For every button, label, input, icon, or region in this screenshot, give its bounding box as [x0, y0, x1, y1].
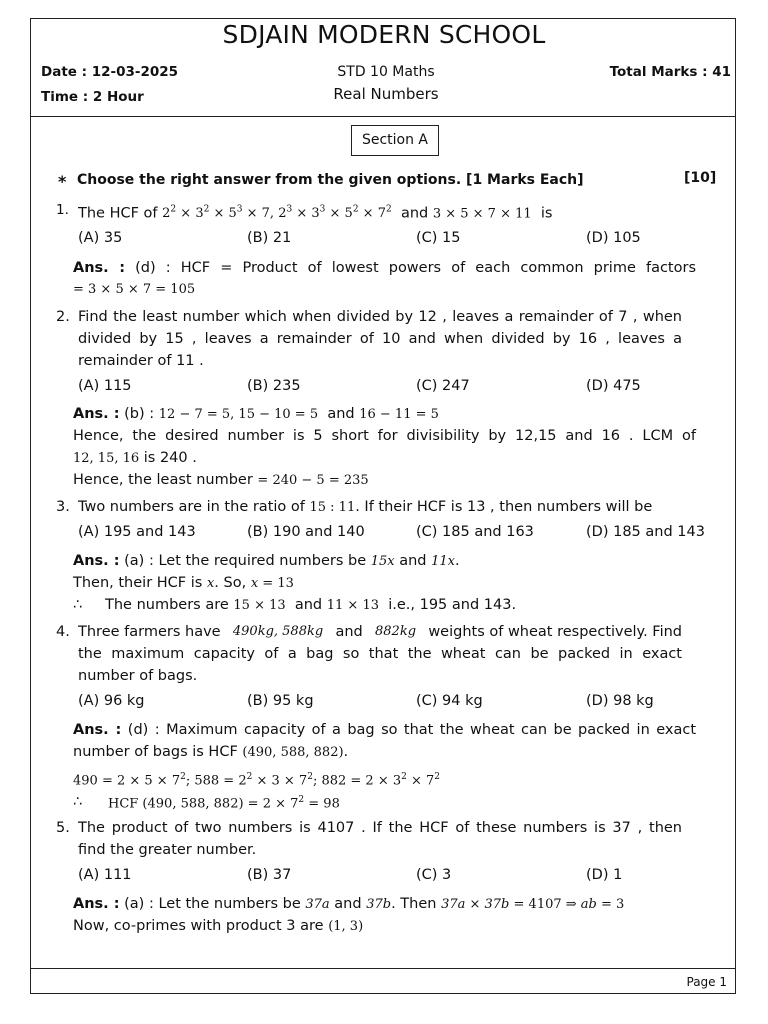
instruction-marks: [10]: [684, 170, 717, 186]
q1-option-d: (D) 105: [586, 230, 641, 246]
page-number: Page 1: [686, 975, 727, 989]
exam-date: Date : 12-03-2025: [41, 64, 179, 80]
q3-question: Two numbers are in the ratio of 15 : 11. If their HCF is 13 , then numbers will be: [78, 499, 653, 515]
q3-number: 3.: [56, 499, 70, 515]
q4-option-d: (D) 98 kg: [586, 693, 654, 709]
q4-number: 4.: [56, 624, 70, 640]
chapter-title: Real Numbers: [333, 85, 439, 103]
q1-question: The HCF of $2^2 \times 3^2 \times 5^3 \times 7$, $2^3 \times 3^3 \times 5^2 \times 7^2$ and 3 × 5 × 7 × 11 is: [78, 205, 553, 222]
q5-option-b: (B) 37: [247, 867, 292, 883]
q3-option-c: (C) 185 and 163: [416, 524, 534, 540]
q5-line-2: find the greater number.: [78, 842, 257, 858]
instruction-text: Choose the right answer from the given options. [1 Marks Each]: [77, 172, 584, 188]
instruction-bullet: *: [58, 172, 67, 191]
total-marks: Total Marks : 41: [609, 64, 731, 80]
q2-option-c: (C) 247: [416, 378, 470, 394]
school-name: SDJAIN MODERN SCHOOL: [222, 20, 546, 49]
q3-option-b: (B) 190 and 140: [247, 524, 365, 540]
q2-number: 2.: [56, 309, 70, 325]
q2-answer-line-4: Hence, the least number = 240 − 5 = 235: [73, 472, 369, 488]
q1-expr-2: 3 × 5 × 7 × 11: [432, 206, 532, 222]
q2-answer-line-3: 12, 15, 16 is 240 .: [73, 450, 197, 466]
q3-answer-line-1: Ans. : (a) : Let the required numbers be 15x and 11x.: [73, 553, 460, 569]
q2-line-2: divided by 15 , leaves a remainder of 10 and when divided by 16 , leaves a: [78, 331, 682, 347]
q2-option-b: (B) 235: [247, 378, 301, 394]
q3-answer-line-3: The numbers are 15 × 13 and 11 × 13 i.e., 195 and 143.: [105, 597, 517, 613]
q1-option-b: (B) 21: [247, 230, 292, 246]
q4-line-1: Three farmers have 490kg, 588kg and 882kg weights of wheat respectively. Find: [78, 624, 682, 640]
q4-line-3: number of bags.: [78, 668, 198, 684]
q5-answer-line-2: Now, co-primes with product 3 are (1, 3): [73, 918, 364, 934]
q1-number: 1.: [56, 202, 69, 218]
q1-answer: Ans. : (d) : HCF = Product of lowest powers of each common prime factors: [73, 260, 696, 276]
q2-answer-line-2: Hence, the desired number is 5 short for divisibility by 12,15 and 16 . LCM of: [73, 428, 696, 444]
q1-option-a: (A) 35: [78, 230, 123, 246]
q1-answer-expr: = 3 × 5 × 7 = 105: [73, 282, 196, 297]
exam-time: Time : 2 Hour: [41, 89, 144, 105]
q4-option-a: (A) 96 kg: [78, 693, 145, 709]
q2-answer-line-1: Ans. : (b) : 12 − 7 = 5, 15 − 10 = 5 and 16 − 11 = 5: [73, 406, 439, 422]
q4-answer-line-1: Ans. : (d) : Maximum capacity of a bag so that the wheat can be packed in exact: [73, 722, 697, 738]
q2-line-1: Find the least number which when divided by 12 , leaves a remainder of 7 , when: [78, 309, 682, 325]
q1-option-c: (C) 15: [416, 230, 461, 246]
q5-number: 5.: [56, 820, 70, 836]
q5-option-a: (A) 111: [78, 867, 132, 883]
q2-option-a: (A) 115: [78, 378, 132, 394]
q2-line-3: remainder of 11 .: [78, 353, 204, 369]
q4-option-b: (B) 95 kg: [247, 693, 314, 709]
q5-option-d: (D) 1: [586, 867, 623, 883]
q4-therefore-symbol: ∴: [73, 794, 83, 810]
q3-therefore-symbol: ∴: [73, 597, 83, 613]
footer-divider: [30, 968, 736, 969]
q4-line-2: the maximum capacity of a bag so that the wheat can be packed in exact: [78, 646, 682, 662]
q5-option-c: (C) 3: [416, 867, 452, 883]
q4-hcf-result: HCF (490, 588, $882) = 2 \times 7^2 = 98$: [108, 795, 340, 812]
q2-option-d: (D) 475: [586, 378, 641, 394]
q3-option-a: (A) 195 and 143: [78, 524, 196, 540]
q4-factorization: $490 = 2 \times 5 \times 7^2$; $588 = 2^2 \times 3 \times 7^2$; $882 = 2 \times 3^2 \times 7^2$: [73, 772, 441, 789]
q5-line-1: The product of two numbers is 4107 . If the HCF of these numbers is 37 , then: [78, 820, 682, 836]
header-divider: [30, 116, 736, 117]
q5-answer-line-1: Ans. : (a) : Let the numbers be 37a and 37b. Then 37a × 37b = 4107 ⇒ ab = 3: [73, 896, 625, 912]
q1-expr-1: $2^2 \times 3^2 \times 5^3 \times 7$, $2^3 \times 3^3 \times 5^2 \times 7^2$: [162, 205, 392, 222]
section-title: Section A: [351, 125, 439, 156]
q4-option-c: (C) 94 kg: [416, 693, 483, 709]
q4-answer-line-2: number of bags is HCF (490, 588, 882).: [73, 744, 349, 760]
standard: STD 10 Maths: [337, 64, 435, 80]
q3-answer-line-2: Then, their HCF is x. So, x = 13: [73, 575, 294, 591]
q3-option-d: (D) 185 and 143: [586, 524, 705, 540]
